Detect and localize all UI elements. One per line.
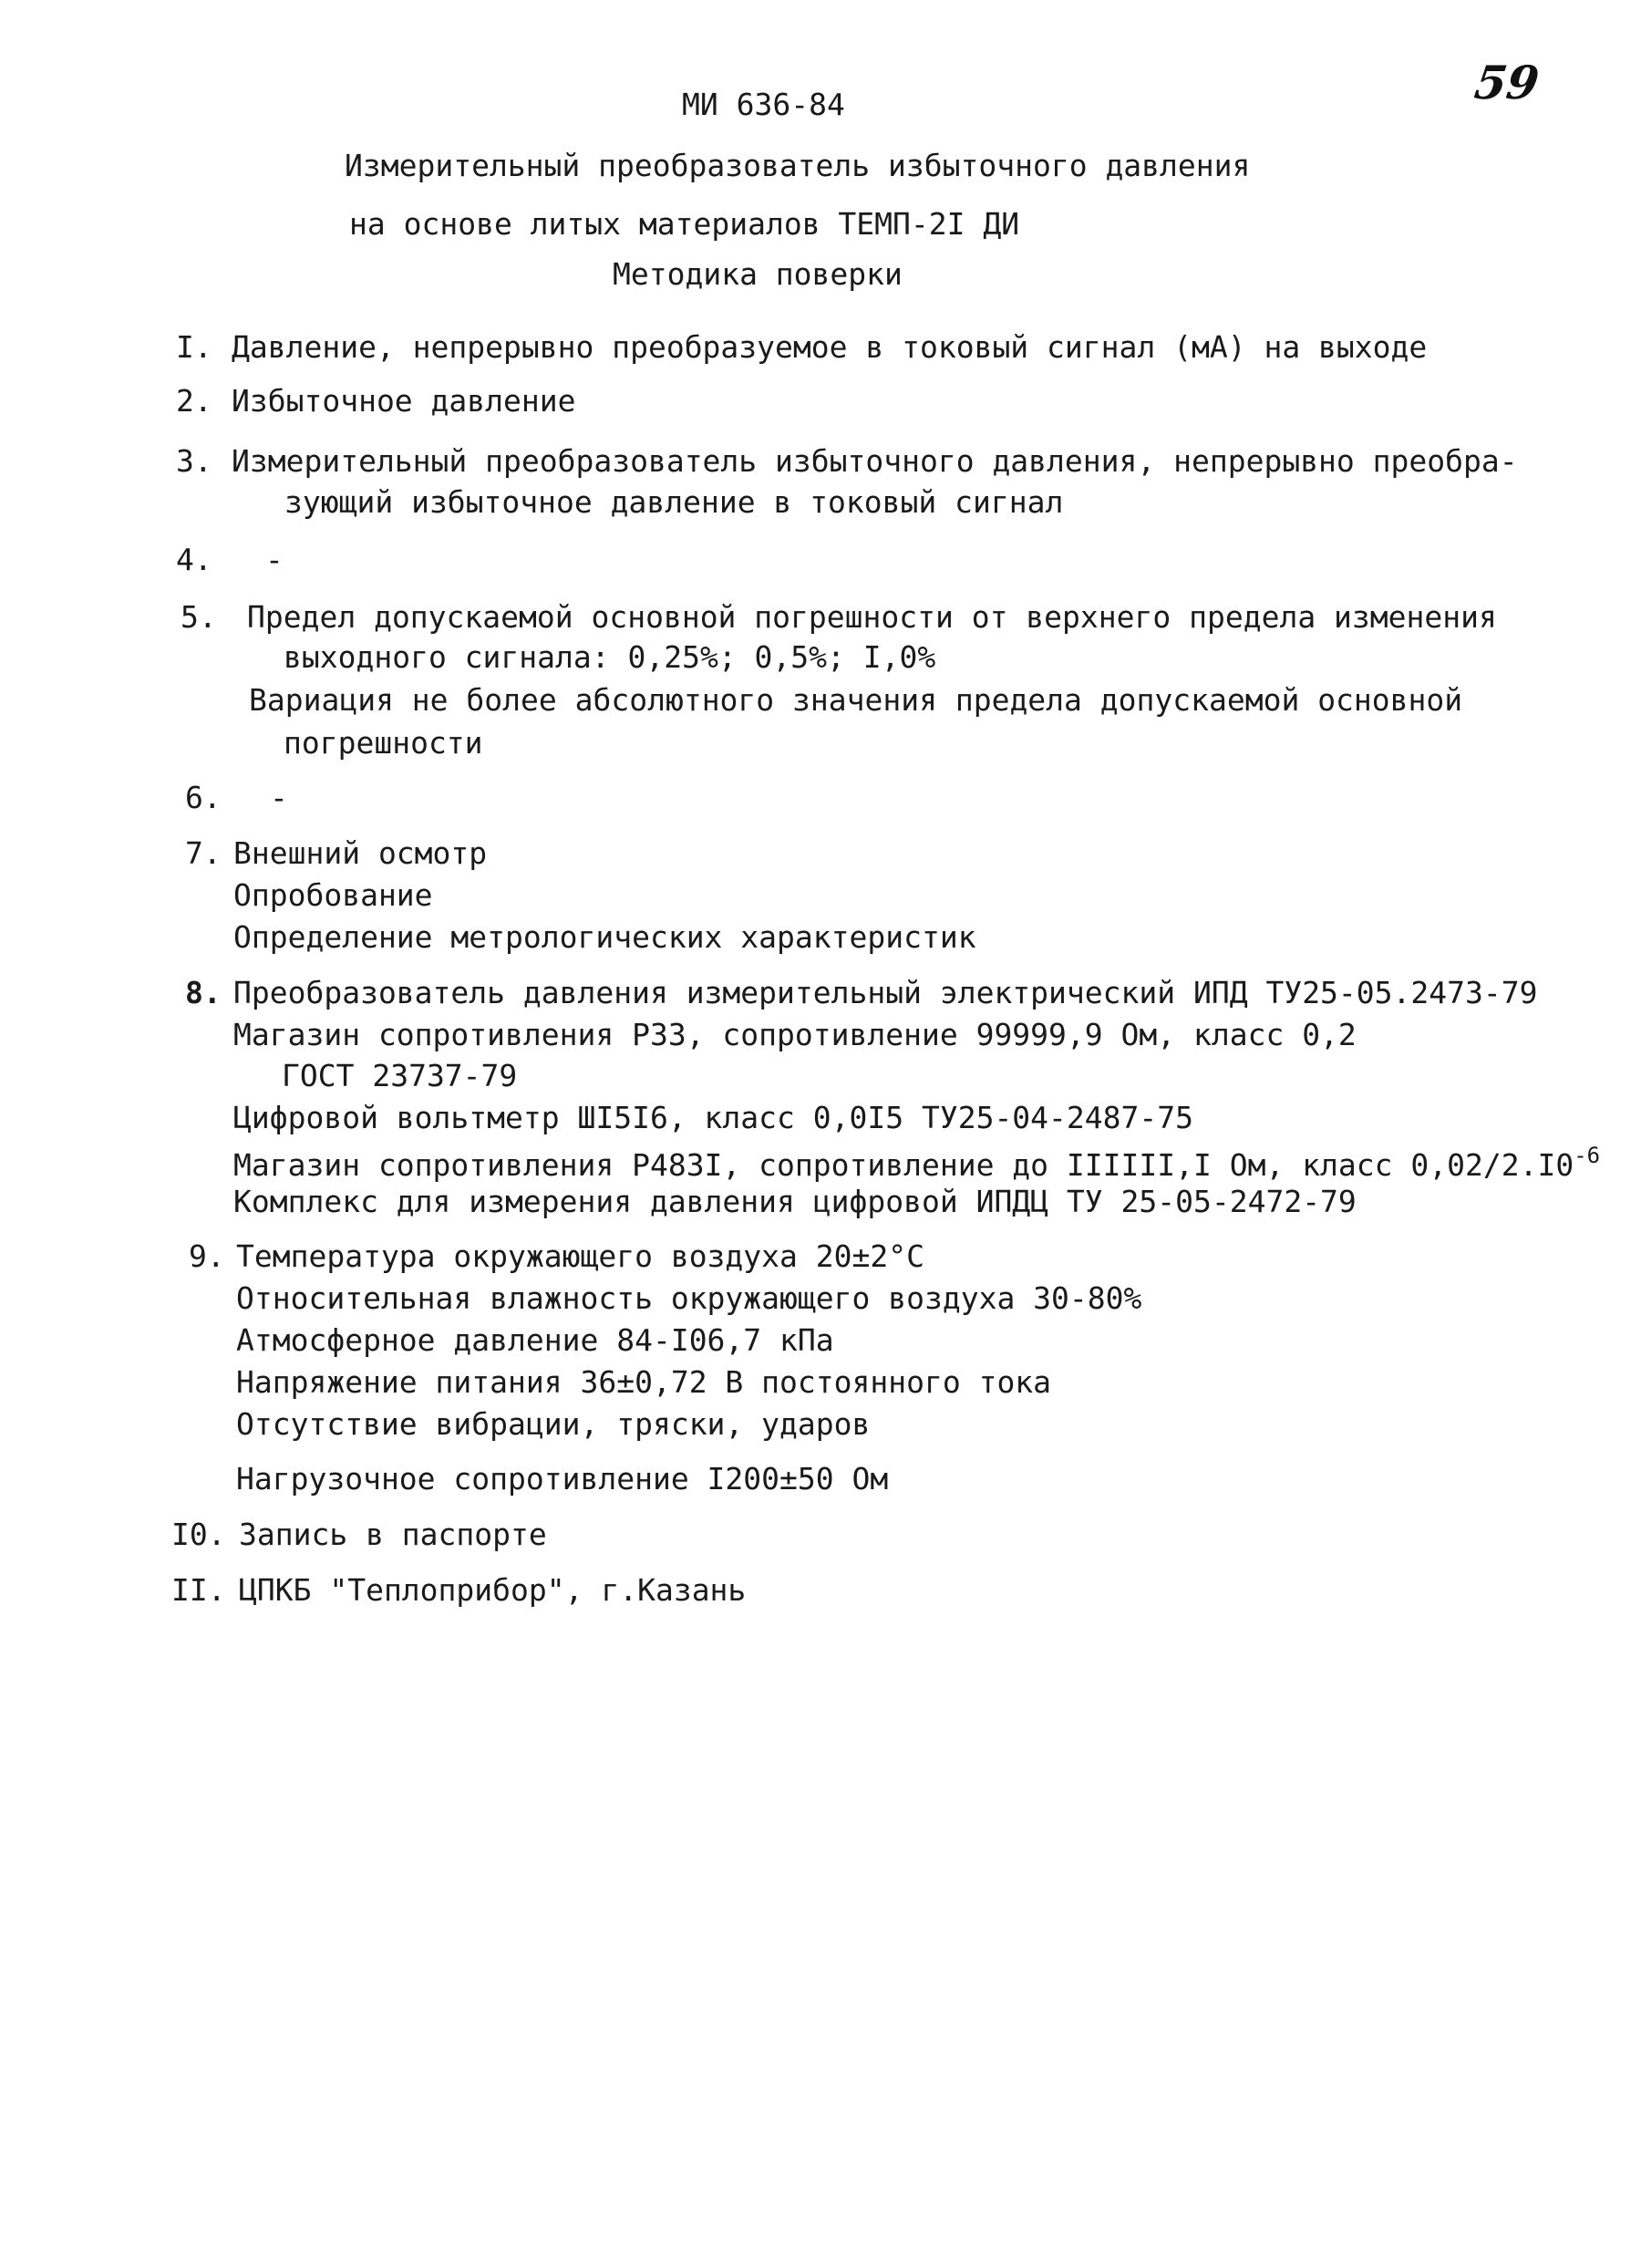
item-1-number: I. (176, 329, 212, 365)
item-8-superscript: -6 (1574, 1143, 1601, 1168)
item-3-line-2: зующий избыточное давление в токовый сигнал (284, 484, 1064, 520)
item-9-line-3: Атмосферное давление 84-I06,7 кПа (236, 1322, 834, 1358)
document-subtitle: Методика поверки (613, 256, 903, 292)
item-6-line-1: - (270, 780, 288, 815)
item-1-line-1: Давление, непрерывно преобразуемое в токовый сигнал (мА) на выходе (232, 329, 1428, 365)
item-9-line-4: Напряжение питания 36±0,72 В постоянного тока (236, 1364, 1052, 1400)
item-8-line-6: Комплекс для измерения давления цифровой ИПДЦ ТУ 25-05-2472-79 (233, 1184, 1357, 1219)
item-5-line-3: Вариация не более абсолютного значения предела допускаемой основной (249, 682, 1463, 718)
item-8-line-5 (233, 1143, 1601, 1183)
item-5-line-2: выходного сигнала: 0,25%; 0,5%; I,0% (284, 639, 936, 675)
item-9-line-6: Нагрузочное сопротивление I200±50 Ом (236, 1461, 889, 1496)
item-4-number: 4. (176, 542, 212, 577)
item-11-line-1: ЦПКБ "Теплоприбор", г.Казань (239, 1572, 747, 1608)
item-10-number: I0. (171, 1517, 226, 1552)
item-8-line-4: Цифровой вольтметр ШI5I6, класс 0,0I5 ТУ25-04-2487-75 (233, 1100, 1193, 1135)
item-8-line-2: Магазин сопротивления Р33, сопротивление 99999,9 Ом, класс 0,2 (233, 1017, 1357, 1052)
item-2-number: 2. (176, 383, 212, 419)
item-8-line-3: ГОСТ 23737-79 (282, 1058, 518, 1093)
item-8-line-1: Преобразователь давления измерительный электрический ИПД ТУ25-05.2473-79 (233, 975, 1538, 1010)
item-5-line-1: Предел допускаемой основной погрешности от верхнего предела изменения (247, 599, 1497, 635)
item-11-number: II. (171, 1572, 226, 1608)
item-9-number: 9. (189, 1238, 225, 1274)
item-10-line-1: Запись в паспорте (239, 1517, 547, 1552)
item-5-number: 5. (181, 599, 217, 635)
document-code: МИ 636-84 (682, 87, 845, 122)
item-7-line-1: Внешний осмотр (233, 835, 488, 871)
item-3-number: 3. (176, 443, 212, 479)
document-title-line-1: Измерительный преобразователь избыточного давления (345, 148, 1251, 183)
item-9-line-1: Температура окружающего воздуха 20±2°C (236, 1238, 924, 1274)
item-5-line-4: погрешности (284, 725, 483, 761)
item-7-number: 7. (185, 835, 222, 871)
item-4-line-1: - (265, 542, 284, 577)
item-7-line-2: Опробование (233, 877, 433, 913)
document-title-line-2: на основе литых материалов ТЕМП-2I ДИ (349, 206, 1020, 242)
item-8-line-5-text: Магазин сопротивления Р483I, сопротивление до IIIIII,I Ом, класс 0,02/2.I0 (233, 1147, 1574, 1183)
page-number: 59 (1471, 56, 1543, 109)
item-9-line-5: Отсутствие вибрации, тряски, ударов (236, 1406, 871, 1442)
item-6-number: 6. (185, 780, 222, 815)
item-9-line-2: Относительная влажность окружающего воздуха 30-80% (236, 1280, 1142, 1316)
item-8-number: 8. (185, 975, 222, 1010)
item-2-line-1: Избыточное давление (232, 383, 576, 419)
item-3-line-1: Измерительный преобразователь избыточного давления, непрерывно преобра- (232, 443, 1518, 479)
item-7-line-3: Определение метрологических характеристик (233, 919, 976, 955)
